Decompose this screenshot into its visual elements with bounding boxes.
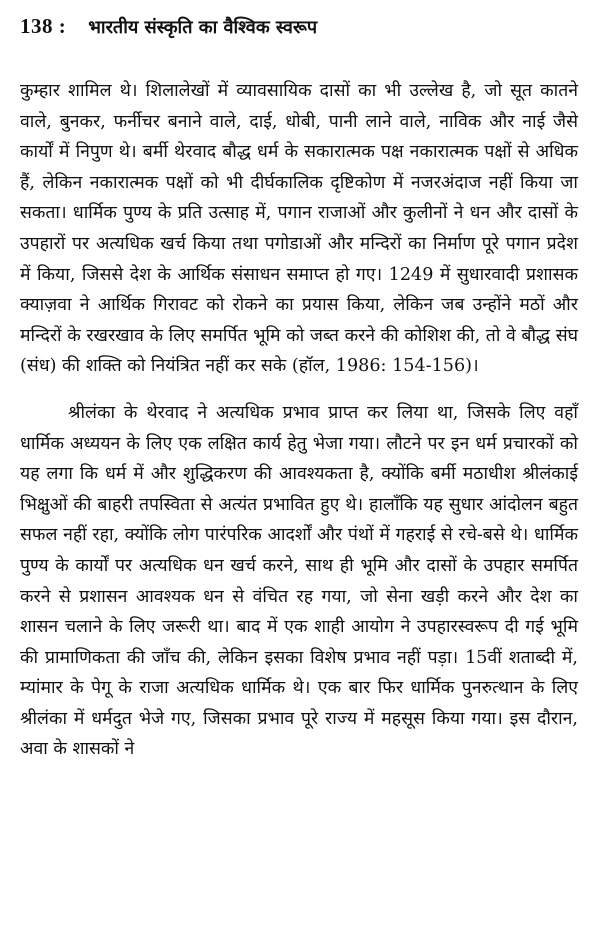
running-title: भारतीय संस्कृति का वैश्विक स्वरूप xyxy=(88,17,318,38)
body-text xyxy=(20,76,578,765)
page-header xyxy=(20,14,580,48)
paragraph-1: कुम्हार शामिल थे। शिलालेखों में व्यावसायिक दासों का भी उल्लेख है, जो सूत कातने वाले, बुनकर, फर्नीचर बनाने वाले, दाई, धोबी, पानी लाने वाले, नाविक और नाई जैसे कार्यों में निपुण थे। बर्मी थेरवाद बौद्ध धर्म के सकारात्मक पक्ष नकारात्मक पक्षों से अधिक हैं, लेकिन नकारात्मक पक्षों को भी दीर्घकालिक दृष्टिकोण में नजरअंदाज नहीं किया जा सकता। धार्मिक पुण्य के प्रति उत्साह में, पगान राजाओं और कुलीनों ने धन और दासों के उपहारों पर अत्यधिक खर्च किया तथा पगोडाओं और मन्दिरों का निर्माण पूरे पगान प्रदेश में किया, जिससे देश के आर्थिक संसाधन समाप्त हो गए। 1249 में सुधारवादी प्रशासक क्याज़वा ने आर्थिक गिरावट को रोकने का प्रयास किया, लेकिन जब उन्होंने मठों और मन्दिरों के रखरखाव के लिए समर्पित भूमि को जब्त करने की कोशिश की, तो वे बौद्ध संघ (संध) की शक्ति को नियंत्रित नहीं कर सके (हॉल, 1986: 154-156)। xyxy=(20,81,578,377)
paragraph-2: श्रीलंका के थेरवाद ने अत्यधिक प्रभाव प्राप्त कर लिया था, जिसके लिए वहाँ धार्मिक अध्ययन के लिए एक लक्षित कार्य हेतु भेजा गया। लौटने पर इन धर्म प्रचारकों को यह लगा कि धर्म में और शुद्धिकरण की आवश्यकता है, क्योंकि बर्मी मठाधीश श्रीलंकाई भिक्षुओं की बाहरी तपस्विता से अत्यंत प्रभावित हुए थे। हालाँकि यह सुधार आंदोलन बहुत सफल नहीं रहा, क्योंकि लोग पारंपरिक आदर्शों और पंथों में गहराई से रचे-बसे थे। धार्मिक पुण्य के कार्यों पर अत्यधिक धन खर्च करने, साथ ही भूमि और दासों के उपहार समर्पित करने से प्रशासन आवश्यक धन से वंचित रह गया, जो सेना खड़ी करने और देश का शासन चलाने के लिए जरूरी था। बाद में एक शाही आयोग ने उपहारस्वरूप दी गई भूमि की प्रामाणिकता की जाँच की, लेकिन इसका विशेष प्रभाव नहीं पड़ा। 15वीं शताब्दी में, म्यांमार के पेगू के राजा अत्यधिक धार्मिक थे। एक बार फिर धार्मिक पुनरुत्थान के लिए श्रीलंका में धर्मदुत भेजे गए, जिसका प्रभाव पूरे राज्य में महसूस किया गया। इस दौरान, अवा के शासकों ने xyxy=(20,402,578,760)
page-number: 138 : xyxy=(20,14,67,38)
